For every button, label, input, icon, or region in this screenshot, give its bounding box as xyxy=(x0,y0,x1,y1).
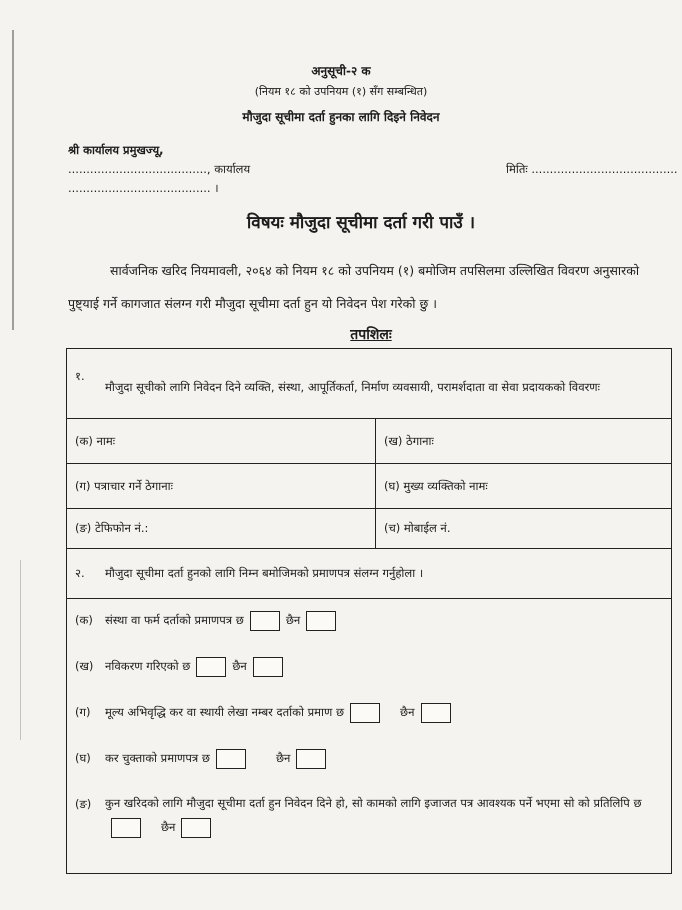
field-telephone[interactable]: (ङ) टेफिफोन नं.: xyxy=(67,509,376,549)
no-checkbox[interactable] xyxy=(306,611,336,631)
certificate-list xyxy=(67,599,672,874)
details-table xyxy=(66,348,672,874)
field-mobile[interactable]: (च) मोबाईल नं. xyxy=(376,509,672,549)
yes-checkbox[interactable] xyxy=(216,749,246,769)
section-1-header: १.मौजुदा सूचीको लागि निवेदन दिने व्यक्ति, संस्था, आपूर्तिकर्ता, निर्माण व्यवसायी, परामर्शदाता वा सेवा प्रदायकको विवरणः xyxy=(67,349,672,419)
subject-line: विषयः मौजुदा सूचीमा दर्ता गरी पाउँ । xyxy=(246,213,476,233)
no-checkbox[interactable] xyxy=(181,818,211,838)
cert-item-vat-pan: (ग) मूल्य अभिवृद्धि कर वा स्थायी लेखा नम्बर दर्ताको प्रमाण छ छैन xyxy=(75,699,663,745)
section-2-header: २. मौजुदा सूचीमा दर्ता हुनको लागि निम्न बमोजिमको प्रमाणपत्र संलग्न गर्नुहोला । xyxy=(67,549,672,599)
schedule-heading: अनुसूची-२ क xyxy=(311,64,371,78)
yes-checkbox[interactable] xyxy=(350,703,380,723)
cert-item-renewal: (ख) नविकरण गरिएको छ छैन xyxy=(75,653,663,699)
field-address[interactable]: (ख) ठेगानाः xyxy=(376,419,672,464)
no-checkbox[interactable] xyxy=(296,749,326,769)
date-field: मितिः ........................................ xyxy=(506,162,678,176)
rule-reference: (नियम १८ को उपनियम (१) सँग सम्बन्धित) xyxy=(254,85,428,98)
yes-checkbox[interactable] xyxy=(250,611,280,631)
cert-item-tax-clearance: (घ) कर चुक्ताको प्रमाणपत्र छ छैन xyxy=(75,745,663,791)
yes-checkbox[interactable] xyxy=(111,818,141,838)
yes-checkbox[interactable] xyxy=(196,657,226,677)
details-heading: तपशिलः xyxy=(350,327,392,343)
field-name[interactable]: (क) नामः xyxy=(67,419,376,464)
field-main-person[interactable]: (घ) मुख्य व्यक्तिको नामः xyxy=(376,464,672,509)
office-blank-2: ....................................... । xyxy=(68,181,219,195)
form-title: मौजुदा सूचीमा दर्ता हुनका लागि दिइने निवेदन xyxy=(242,110,440,124)
field-mailing-address[interactable]: (ग) पत्राचार गर्ने ठेगानाः xyxy=(67,464,376,509)
cert-item-license: (ङ) कुन खरिदको लागि मौजुदा सूचीमा दर्ता हुन निवेदन दिने हो, सो कामको लागि इजाजत पत्र आवश्यक पर्ने भएमा सो को प्रतिलिपि छछैन xyxy=(75,791,663,837)
cert-item-registration: (क) संस्था वा फर्म दर्ताको प्रमाणपत्र छ छैन xyxy=(75,607,663,653)
no-checkbox[interactable] xyxy=(421,703,451,723)
body-paragraph: सार्वजनिक खरिद नियमावली, २०६४ को नियम १८ को उपनियम (१) बमोजिम तपसिलमा उल्लिखित विवरण अनुसारको पुष्ट्याई गर्ने कागजात संलग्न गरी मौजुदा सूचीमा दर्ता हुन यो निवेदन पेश गरेको छु । xyxy=(68,263,640,311)
office-blank: ......................................, कार्यालय xyxy=(68,162,251,176)
binding-mark xyxy=(20,560,21,740)
no-checkbox[interactable] xyxy=(253,657,283,677)
addressee: श्री कार्यालय प्रमुखज्यू, xyxy=(68,143,164,157)
